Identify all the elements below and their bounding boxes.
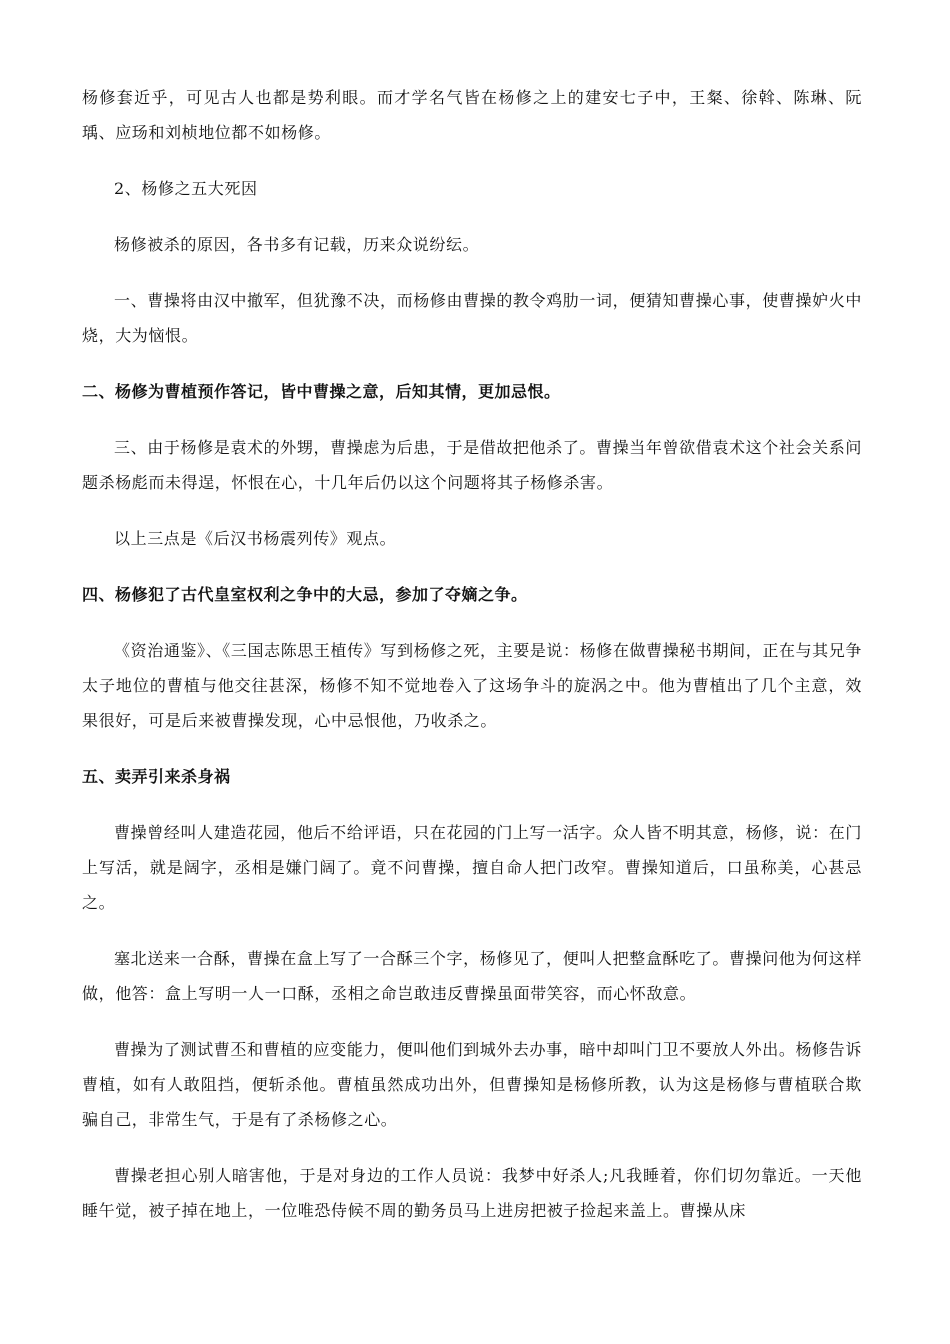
document-page (82, 80, 862, 1249)
paragraph-reason-four-detail: 《资治通鉴》、《三国志陈思王植传》写到杨修之死，主要是说：杨修在做曹操秘书期间，正在与其兄争太子地位的曹植与他交往甚深，杨修不知不觉地卷入了这场争斗的旋涡之中。他为曹植出了几个主意，效果很好，可是后来被曹操发现，心中忌恨他，乃收杀之。 (82, 641, 862, 730)
heading-reason-five: 五、卖弄引来杀身祸 (82, 767, 231, 786)
paragraph-garden-gate: 曹操曾经叫人建造花园，他后不给评语，只在花园的门上写一活字。众人皆不明其意，杨修，说：在门上写活，就是阔字，丞相是嫌门阔了。竟不问曹操，擅自命人把门改窄。曹操知道后，口虽称美，心甚忌之。 (82, 823, 862, 912)
heading-reason-two: 二、杨修为曹植预作答记，皆中曹操之意，后知其情，更加忌恨。 (82, 382, 561, 401)
heading-reason-four: 四、杨修犯了古代皇室权利之争中的大忌，参加了夺嫡之争。 (82, 585, 528, 604)
paragraph-pastry-box: 塞北送来一合酥，曹操在盒上写了一合酥三个字，杨修见了，便叫人把整盒酥吃了。曹操问他为何这样做，他答：盒上写明一人一口酥，丞相之命岂敢违反曹操虽面带笑容，而心怀敌意。 (82, 949, 862, 1003)
paragraph-dream-killing: 曹操老担心别人暗害他，于是对身边的工作人员说：我梦中好杀人;凡我睡着，你们切勿靠近。一天他睡午觉，被子掉在地上，一位唯恐侍候不周的勤务员马上进房把被子捡起来盖上。曹操从床 (82, 1166, 862, 1220)
paragraph-reason-three: 三、由于杨修是袁术的外甥，曹操虑为后患，于是借故把他杀了。曹操当年曾欲借袁术这个社会关系问题杀杨彪而未得逞，怀恨在心，十几年后仍以这个问题将其子杨修杀害。 (82, 438, 862, 492)
paragraph-continuation: 杨修套近乎，可见古人也都是势利眼。而才学名气皆在杨修之上的建安七子中，王粲、徐斡、陈琳、阮瑀、应玚和刘桢地位都不如杨修。 (82, 88, 862, 142)
paragraph-source-note: 以上三点是《后汉书杨震列传》观点。 (114, 529, 397, 548)
paragraph-intro: 杨修被杀的原因，各书多有记载，历来众说纷纭。 (114, 235, 480, 254)
paragraph-reason-one: 一、曹操将由汉中撤军，但犹豫不决，而杨修由曹操的教令鸡肋一词，便猜知曹操心事，使曹操妒火中烧，大为恼恨。 (82, 291, 862, 345)
section-title: 2、杨修之五大死因 (114, 179, 258, 198)
paragraph-city-gate-test: 曹操为了测试曹丕和曹植的应变能力，便叫他们到城外去办事，暗中却叫门卫不要放人外出。杨修告诉曹植，如有人敢阻挡，便斩杀他。曹植虽然成功出外，但曹操知是杨修所教，认为这是杨修与曹植联合欺骗自己，非常生气，于是有了杀杨修之心。 (82, 1040, 862, 1129)
